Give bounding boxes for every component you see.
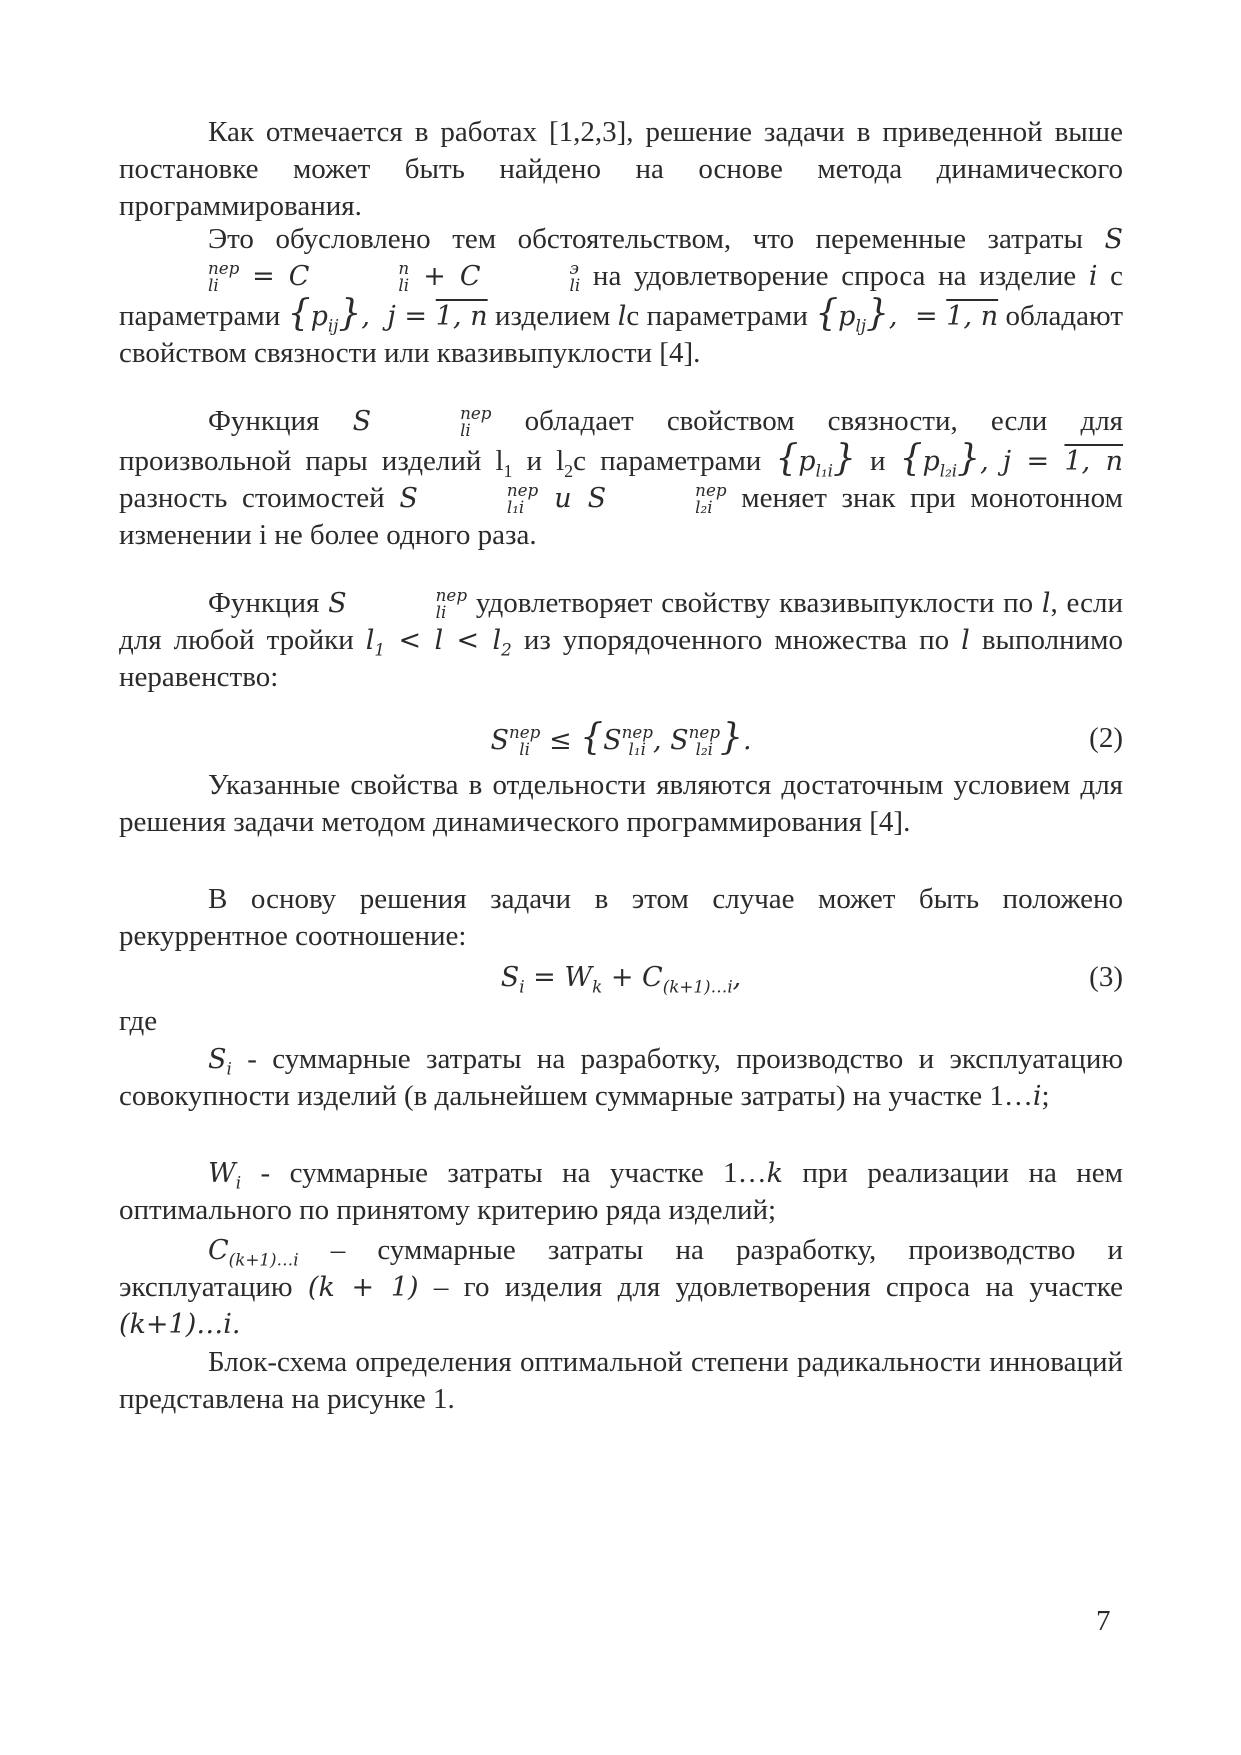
s-li-per: S пер li <box>208 224 1123 295</box>
definition-c-k1: $C_{(k+1)\dots i}$ – суммарные затраты на разработку, производство и эксплуатацию (k + 1) – го изделия для удовлетворения спроса на участке (k+1)…i. <box>119 1234 1124 1340</box>
page-number: 7 <box>1096 1605 1111 1637</box>
paragraph-2: Это обусловлено тем обстоятельством, что переменные затраты S пер li = C п li + C э li на удовлетворение спроса на изделие i с параметрами $\{p_{ij}\}$, j = 1, n изделием lс параметрами $\{p_{lj}\}$, = 1, n обладают свойством связности или квазивыпуклости [4]. <box>119 223 1124 369</box>
equation-2: S пер li ≤ {S пер l₁i , S пер l₂i }. (2) <box>490 717 1123 759</box>
paragraph-6: В основу решения задачи в этом случае может быть положено рекуррентное соотношение: <box>119 883 1123 952</box>
paragraph-4: Функция S пер li удовлетворяет свойству квазивыпуклости по l, если для любой тройки $l_1 < l < l_2$ из упорядоченного множества по l выполнимо неравенство: <box>119 585 1124 693</box>
paragraph-3: Функция S пер li обладает свойством связности, если для произвольной пары изделий $l_1$ и $l_2с$ параметрами $\{p_{l_1i}\}$ и $\{p_{l_2i}\}$, j = 1, n разность стоимостей S пер l₁i и S пер l₂i меняет знак при монотонном изменении i не более одного раза. <box>119 403 1124 551</box>
paragraph-1: Как отмечается в работах [1,2,3], решение задачи в приведенной выше постановке может быть найдено на основе метода динамического программирования. <box>119 116 1123 222</box>
equation-3: $S_i = W_k + C_{(k+1)\dots i}$, (3) <box>119 957 1123 998</box>
paragraph-5: Указанные свойства в отдельности являются достаточным условием для решения задачи методом динамического программирования [4]. <box>119 769 1123 838</box>
definition-w-i: $W_i$ - суммарные затраты на участке 1…k при реализации на нем оптимального по принятому критерию ряда изделий; <box>119 1157 1123 1226</box>
paragraph-7: Блок-схема определения оптимальной степени радикальности инноваций представлена на рисунке 1. <box>119 1346 1123 1415</box>
equation-3-label: (3) <box>1089 961 1123 993</box>
equation-2-label: (2) <box>1089 722 1123 754</box>
definition-s-i: $S_i$ - суммарные затраты на разработку, производство и эксплуатацию совокупности изделий (в дальнейшем суммарные затраты) на участке 1…i; <box>119 1043 1124 1112</box>
paragraph-where: где <box>119 1005 158 1037</box>
